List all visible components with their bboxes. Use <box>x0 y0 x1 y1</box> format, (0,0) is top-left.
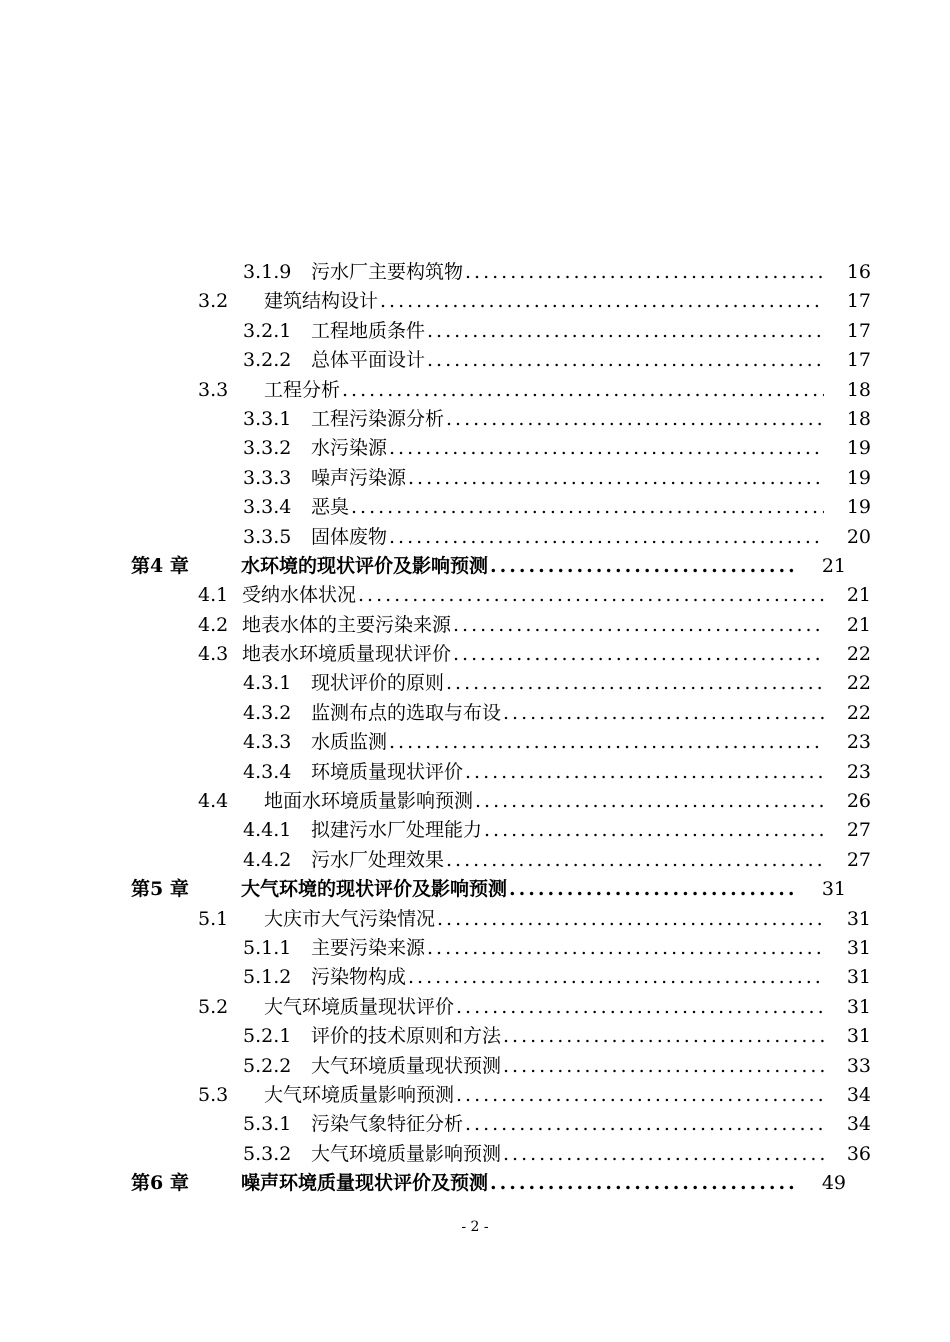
toc-entry[interactable] <box>0 1022 950 1051</box>
toc-entry-title: 污染气象特征分析 <box>311 1113 464 1136</box>
toc-dot-leader <box>351 493 824 522</box>
toc-entry-page: 18 <box>846 378 871 401</box>
toc-entry[interactable] <box>0 934 950 963</box>
toc-entry-number: 4.4.1 <box>243 819 292 842</box>
toc-entry-title: 地面水环境质量影响预测 <box>264 790 474 813</box>
toc-entry-title: 地表水环境质量现状评价 <box>242 643 452 666</box>
toc-entry-title: 大气环境质量影响预测 <box>264 1083 455 1106</box>
toc-entry-number: 5.2 <box>198 995 229 1018</box>
toc-entry[interactable] <box>0 287 950 316</box>
toc-entry-number: 3.3.3 <box>243 466 292 489</box>
toc-entry-number: 3.3.5 <box>243 525 292 548</box>
toc-entry-number: 4.4.2 <box>243 848 292 871</box>
toc-entry-text <box>243 669 824 698</box>
toc-entry[interactable] <box>0 464 950 493</box>
toc-dot-leader <box>342 376 824 405</box>
toc-entry-title: 污水厂主要构筑物 <box>311 261 464 283</box>
toc-entry-page: 19 <box>846 496 871 519</box>
toc-dot-leader <box>380 287 824 316</box>
toc-entry-page: 23 <box>846 760 871 783</box>
toc-entry[interactable] <box>0 317 950 346</box>
toc-entry-page: 31 <box>846 966 871 989</box>
toc-entry[interactable] <box>0 816 950 845</box>
toc-entry-number: 4.4 <box>198 790 229 813</box>
toc-entry-page: 21 <box>846 613 871 636</box>
toc-entry[interactable] <box>0 434 950 463</box>
toc-entry[interactable] <box>0 1052 950 1081</box>
toc-entry-text <box>198 640 824 669</box>
toc-entry-page: 22 <box>846 701 871 724</box>
toc-entry-number: 4.3.1 <box>243 672 292 695</box>
toc-entry[interactable] <box>0 669 950 698</box>
toc-entry-number: 5.1 <box>198 907 229 930</box>
toc-entry-text <box>243 934 824 963</box>
toc-entry-title: 工程分析 <box>264 378 341 401</box>
toc-entry-text <box>243 728 824 757</box>
toc-entry-number: 5.1.1 <box>243 936 292 959</box>
toc-entry-title: 固体废物 <box>311 525 388 548</box>
toc-entry-text <box>243 846 824 875</box>
toc-entry-page: 16 <box>846 261 871 283</box>
toc-entry-text <box>243 405 824 434</box>
toc-dot-leader <box>408 464 824 493</box>
toc-entry-page: 21 <box>846 584 871 607</box>
toc-dot-leader <box>465 758 824 787</box>
toc-entry-title: 工程地质条件 <box>311 319 426 342</box>
toc-entry-number: 4.3.2 <box>243 701 292 724</box>
toc-entry-title: 大气环境的现状评价及影响预测 <box>241 878 508 901</box>
toc-entry[interactable] <box>0 405 950 434</box>
toc-entry-page: 19 <box>846 437 871 460</box>
toc-entry-page: 31 <box>846 936 871 959</box>
toc-entry[interactable] <box>0 963 950 992</box>
toc-entry[interactable] <box>0 376 950 405</box>
toc-entry-number: 5.2.2 <box>243 1054 292 1077</box>
toc-entry-page: 31 <box>846 1025 871 1048</box>
toc-entry-text <box>131 552 795 581</box>
toc-entry-page: 27 <box>846 819 871 842</box>
toc-entry-number: 第6 章 <box>131 1172 189 1195</box>
toc-entry-page: 31 <box>846 907 871 930</box>
toc-entry[interactable] <box>0 846 950 875</box>
toc-entry-text <box>198 1081 824 1110</box>
toc-entry-page: 17 <box>846 349 871 372</box>
toc-entry-title: 污染物构成 <box>311 966 407 989</box>
toc-entry-page: 17 <box>846 319 871 342</box>
toc-entry[interactable] <box>0 1169 950 1198</box>
toc-entry-text <box>198 581 824 610</box>
toc-entry-number: 3.2.2 <box>243 349 292 372</box>
toc-entry-title: 工程污染源分析 <box>311 407 445 430</box>
page-footer-number: - 2 - <box>461 1219 489 1235</box>
toc-entry[interactable] <box>0 993 950 1022</box>
toc-dot-leader <box>437 905 824 934</box>
toc-entry-title: 污水厂处理效果 <box>311 848 445 871</box>
toc-dot-leader <box>427 934 824 963</box>
toc-entry-text <box>243 346 824 375</box>
toc-dot-leader <box>358 581 824 610</box>
toc-entry-number: 第5 章 <box>131 878 189 901</box>
toc-dot-leader <box>503 1052 824 1081</box>
toc-entry-title: 大气环境质量影响预测 <box>311 1142 502 1165</box>
toc-dot-leader <box>490 552 795 581</box>
toc-entry-title: 水环境的现状评价及影响预测 <box>241 554 489 577</box>
toc-entry-number: 3.3.2 <box>243 437 292 460</box>
toc-entry-page: 20 <box>846 525 871 548</box>
toc-entry[interactable] <box>0 905 950 934</box>
toc-entry-text <box>243 317 824 346</box>
toc-entry[interactable] <box>0 346 950 375</box>
toc-entry-page: 19 <box>846 466 871 489</box>
toc-entry-number: 3.2.1 <box>243 319 292 342</box>
toc-dot-leader <box>465 1110 824 1139</box>
toc-dot-leader <box>509 875 795 904</box>
toc-entry-number: 5.3.1 <box>243 1113 292 1136</box>
toc-entry-text <box>131 875 795 904</box>
toc-entry-text <box>243 493 824 522</box>
toc-entry-number: 3.3.4 <box>243 496 292 519</box>
toc-dot-leader <box>456 1081 824 1110</box>
toc-entry-text <box>243 699 824 728</box>
toc-entry[interactable] <box>0 1081 950 1110</box>
toc-entry-page: 17 <box>846 290 871 313</box>
toc-entry-page: 36 <box>846 1142 871 1165</box>
toc-entry-number: 3.3 <box>198 378 229 401</box>
toc-entry-title: 现状评价的原则 <box>311 672 445 695</box>
toc-entry[interactable] <box>0 758 950 787</box>
toc-dot-leader <box>427 317 824 346</box>
toc-entry-page: 33 <box>846 1054 871 1077</box>
toc-entry-number: 4.3.3 <box>243 731 292 754</box>
toc-entry-number: 5.3.2 <box>243 1142 292 1165</box>
toc-entry[interactable] <box>0 523 950 552</box>
toc-entry[interactable] <box>0 493 950 522</box>
table-of-contents <box>0 258 950 1199</box>
toc-entry[interactable] <box>0 611 950 640</box>
toc-entry-page: 31 <box>846 995 871 1018</box>
toc-entry-title: 地表水体的主要污染来源 <box>242 613 452 636</box>
toc-entry-number: 4.2 <box>198 613 229 636</box>
toc-dot-leader <box>484 816 824 845</box>
toc-entry-page: 27 <box>846 848 871 871</box>
toc-dot-leader <box>446 405 824 434</box>
toc-entry-page: 31 <box>821 878 846 901</box>
toc-entry-number: 3.2 <box>198 290 229 313</box>
toc-entry-page: 18 <box>846 407 871 430</box>
toc-entry[interactable] <box>0 552 950 581</box>
toc-entry-page: 22 <box>846 643 871 666</box>
toc-dot-leader <box>389 434 824 463</box>
toc-entry-page: 21 <box>821 554 846 577</box>
toc-dot-leader <box>427 346 824 375</box>
toc-entry-page: 22 <box>846 672 871 695</box>
toc-dot-leader <box>453 611 824 640</box>
toc-entry-text <box>198 905 824 934</box>
toc-entry-title: 监测布点的选取与布设 <box>311 701 502 724</box>
toc-entry-title: 恶臭 <box>311 496 350 519</box>
toc-entry-title: 受纳水体状况 <box>242 584 357 607</box>
toc-dot-leader <box>503 1022 824 1051</box>
toc-entry-text <box>243 1052 824 1081</box>
toc-entry-text <box>243 258 824 287</box>
toc-entry[interactable] <box>0 1110 950 1139</box>
toc-entry-title: 主要污染来源 <box>311 936 426 959</box>
toc-entry-number: 5.1.2 <box>243 966 292 989</box>
toc-dot-leader <box>408 963 824 992</box>
toc-entry-text <box>198 376 824 405</box>
toc-entry-title: 噪声污染源 <box>311 466 407 489</box>
toc-entry-number: 5.3 <box>198 1083 229 1106</box>
toc-dot-leader <box>446 846 824 875</box>
toc-entry-text <box>243 434 824 463</box>
toc-entry-title: 大气环境质量现状评价 <box>264 995 455 1018</box>
toc-entry-text <box>243 758 824 787</box>
toc-entry-text <box>198 611 824 640</box>
toc-entry[interactable] <box>0 581 950 610</box>
toc-dot-leader <box>490 1169 795 1198</box>
toc-entry-number: 3.1.9 <box>243 261 292 283</box>
toc-entry-title: 评价的技术原则和方法 <box>311 1025 502 1048</box>
toc-dot-leader <box>446 669 824 698</box>
toc-entry-page: 23 <box>846 731 871 754</box>
toc-entry-title: 大庆市大气污染情况 <box>264 907 436 930</box>
toc-entry-text <box>243 1140 824 1169</box>
toc-dot-leader <box>475 787 824 816</box>
toc-entry-title: 水质监测 <box>311 731 388 754</box>
toc-entry-text <box>198 993 824 1022</box>
toc-entry-title: 总体平面设计 <box>311 349 426 372</box>
toc-entry-page: 26 <box>846 790 871 813</box>
toc-entry-page: 49 <box>821 1172 846 1195</box>
toc-entry-title: 建筑结构设计 <box>264 290 379 313</box>
toc-entry[interactable] <box>0 875 950 904</box>
toc-dot-leader <box>465 258 824 287</box>
toc-dot-leader <box>503 699 824 728</box>
toc-entry-text <box>243 523 824 552</box>
toc-dot-leader <box>453 640 824 669</box>
toc-dot-leader <box>503 1140 824 1169</box>
toc-entry-text <box>198 787 824 816</box>
toc-entry-number: 4.1 <box>198 584 229 607</box>
toc-dot-leader <box>389 523 824 552</box>
toc-entry-text <box>243 464 824 493</box>
toc-entry-text <box>131 1169 795 1198</box>
toc-dot-leader <box>389 728 824 757</box>
toc-entry-title: 拟建污水厂处理能力 <box>311 819 483 842</box>
toc-entry-title: 大气环境质量现状预测 <box>311 1054 502 1077</box>
toc-entry-title: 水污染源 <box>311 437 388 460</box>
toc-entry-text <box>243 816 824 845</box>
toc-entry-number: 3.3.1 <box>243 407 292 430</box>
toc-entry-text <box>243 963 824 992</box>
toc-entry-page: 34 <box>846 1083 871 1106</box>
toc-entry[interactable] <box>0 640 950 669</box>
toc-entry-text <box>243 1110 824 1139</box>
toc-entry-title: 噪声环境质量现状评价及预测 <box>241 1172 489 1195</box>
toc-entry-number: 5.2.1 <box>243 1025 292 1048</box>
toc-entry-number: 4.3 <box>198 643 229 666</box>
toc-entry-number: 4.3.4 <box>243 760 292 783</box>
toc-entry-text <box>198 287 824 316</box>
toc-entry[interactable] <box>0 728 950 757</box>
toc-entry[interactable] <box>0 699 950 728</box>
toc-entry[interactable] <box>0 1140 950 1169</box>
toc-entry-number: 第4 章 <box>131 554 189 577</box>
toc-entry-title: 环境质量现状评价 <box>311 760 464 783</box>
toc-entry-text <box>243 1022 824 1051</box>
toc-dot-leader <box>456 993 824 1022</box>
toc-entry[interactable] <box>0 258 950 287</box>
toc-entry-page: 34 <box>846 1113 871 1136</box>
toc-entry[interactable] <box>0 787 950 816</box>
